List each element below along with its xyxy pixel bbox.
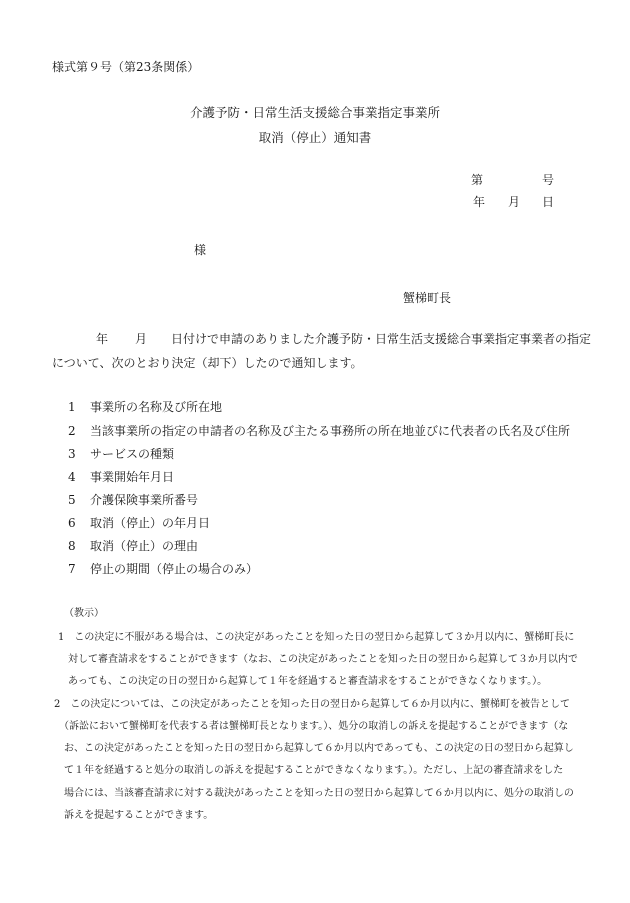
list-item [68,422,570,439]
notice-line: （訴訟において蟹梯町を代表する者は蟹梯町長となります。）、処分の取消しの訴えを提起することができます（な [54,721,569,732]
item-number: 4 [68,470,76,484]
item-text: サービスの種類 [90,447,175,461]
item-number: 5 [68,493,76,507]
item-text: 事業所の名称及び所在地 [90,400,223,414]
form-number: 様式第９号（第23条関係） [52,60,200,74]
list-item [68,398,222,415]
item-text: 取消（停止）の年月日 [90,516,211,530]
body-line2: について、次のとおり決定（却下）したので通知します。 [52,356,363,370]
addressee: 様 [194,243,207,257]
item-text: 取消（停止）の理由 [90,539,199,553]
notice-line: て１年を経過すると処分の取消しの訴えを提起することができなくなります。）。ただし、上記の審査請求をした [54,765,564,776]
item-number: 6 [68,516,76,530]
notice-line: 訴えを提起することができます。 [54,810,214,821]
issuer: 蟹梯町長 [403,291,452,305]
body-year: 年 [96,332,109,346]
item-number: 1 [68,400,76,414]
document-subtitle: 取消（停止）通知書 [258,130,372,145]
notice-line: お、この決定があったことを知った日の翌日から起算して６か月以内であっても、この決定の日の翌日から起算し [54,743,574,754]
list-item [68,468,174,485]
date-day: 日 [542,195,555,209]
notice-line: 1 この決定に不服がある場合は、この決定があったことを知った日の翌日から起算して３か月以内に、蟹梯町長に [58,632,575,643]
item-text: 介護保険事業所番号 [90,493,199,507]
number-suffix: 号 [542,173,555,187]
item-text: 当該事業所の指定の申請者の名称及び主たる事務所の所在地並びに代表者の氏名及び住所 [90,424,571,438]
list-item [68,560,258,577]
date-year: 年 [473,195,486,209]
notice-line: 対して審査請求をすることができます（なお、この決定があったことを知った日の翌日から起算して３か月以内で [58,654,578,665]
list-item [68,537,198,554]
list-item [68,445,174,462]
body-month: 月 [135,332,148,346]
body-line1: 日付けで申請のありました介護予防・日常生活支援総合事業指定事業者の指定 [171,332,592,346]
item-text: 停止の期間（停止の場合のみ） [90,562,259,576]
notice-heading: （教示） [64,608,104,619]
notice-line: 2 この決定については、この決定があったことを知った日の翌日から起算して６か月以内に、蟹梯町を被告として [54,699,571,710]
document-title: 介護予防・日常生活支援総合事業指定事業所 [189,105,440,120]
item-number: 2 [68,424,76,438]
list-item [68,491,198,508]
item-text: 事業開始年月日 [90,470,175,484]
item-number: 3 [68,447,76,461]
list-item [68,514,210,531]
body-paragraph [0,330,630,370]
number-prefix: 第 [471,173,484,187]
notice-line: 場合には、当該審査請求に対する裁決があったことを知った日の翌日から起算して６か月以内に、処分の取消しの [54,788,574,799]
item-number: 8 [68,539,76,553]
notice-line: あっても、この決定の日の翌日から起算して１年を経過すると審査請求をすることができなくなります。）。 [58,676,548,687]
date-month: 月 [508,195,521,209]
item-number: 7 [68,562,76,576]
